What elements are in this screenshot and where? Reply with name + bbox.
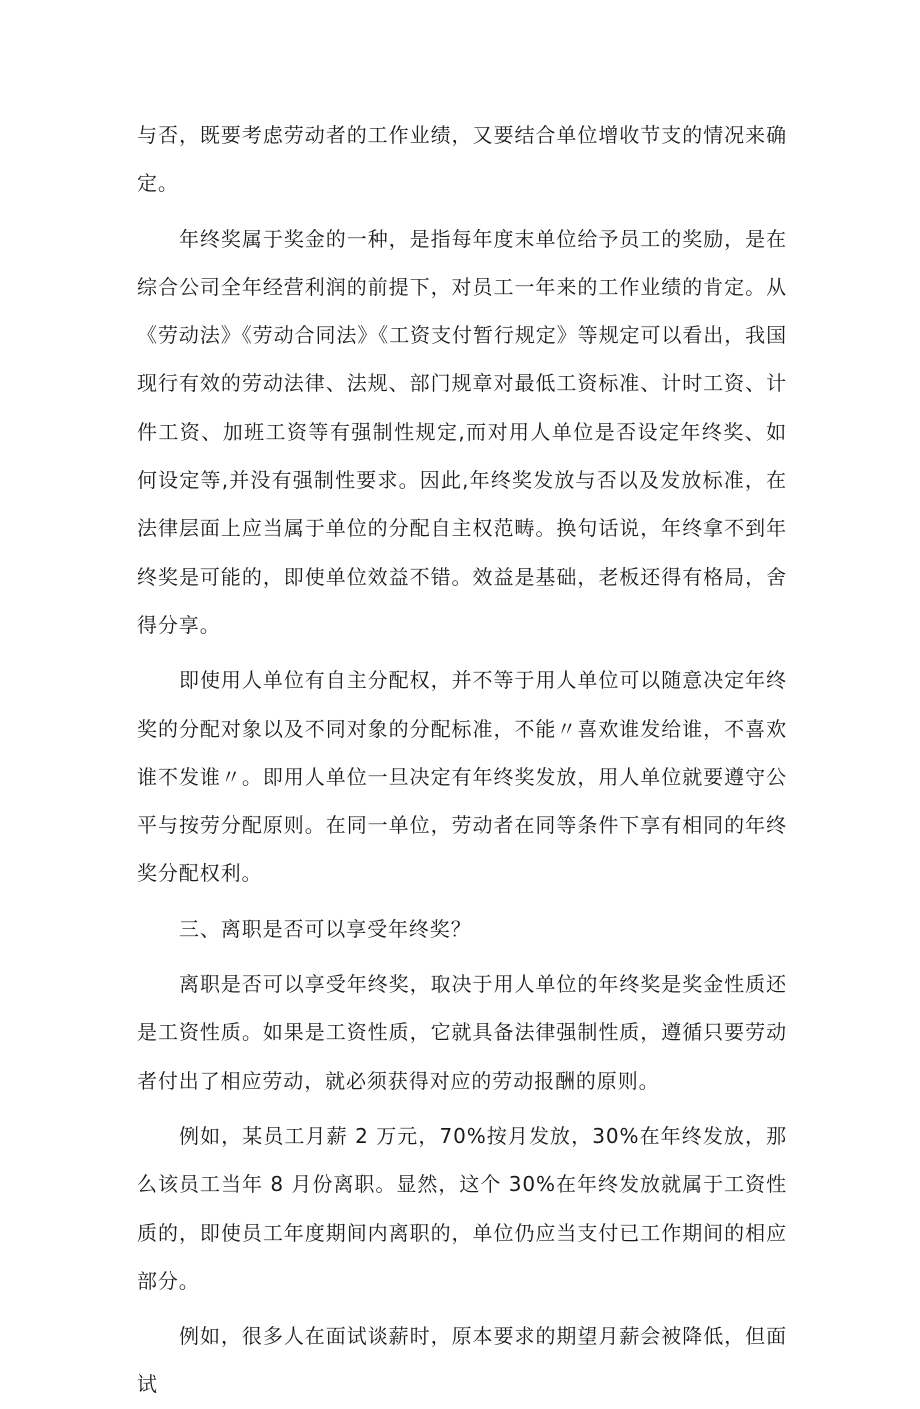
paragraph-bonus-vs-wage-nature: 离职是否可以享受年终奖，取决于用人单位的年终奖是奖金性质还是工资性质。如果是工资性质，它就具备法律强制性质，遵循只要劳动者付出了相应劳动，就必须获得对应的劳动报酬的原则。 bbox=[137, 972, 787, 1093]
paragraph-continuation: 与否，既要考虑劳动者的工作业绩，又要结合单位增收节支的情况来确定。 bbox=[137, 123, 787, 196]
document-page bbox=[137, 111, 787, 1409]
paragraph-distribution-fairness: 即使用人单位有自主分配权，并不等于用人单位可以随意决定年终奖的分配对象以及不同对象的分配标准，不能〃喜欢谁发给谁，不喜欢谁不发谁〃。即用人单位一旦决定有年终奖发放，用人单位就要遵守公平与按劳分配原则。在同一单位，劳动者在同等条件下享有相同的年终奖分配权利。 bbox=[137, 668, 787, 886]
paragraph-year-end-bonus-definition: 年终奖属于奖金的一种，是指每年度末单位给予员工的奖励，是在综合公司全年经营利润的前提下，对员工一年来的工作业绩的肯定。从《劳动法》《劳动合同法》《工资支付暂行规定》等规定可以看出，我国现行有效的劳动法律、法规、部门规章对最低工资标准、计时工资、计件工资、加班工资等有强制性规定,而对用人单位是否设定年终奖、如何设定等,并没有强制性要求。因此,年终奖发放与否以及发放标准，在法律层面上应当属于单位的分配自主权范畴。换句话说，年终拿不到年终奖是可能的，即使单位效益不错。效益是基础，老板还得有格局，舍得分享。 bbox=[137, 226, 787, 637]
paragraph-example-monthly-salary: 例如，某员工月薪 2 万元，70%按月发放，30%在年终发放，那么该员工当年 8 月份离职。显然，这个 30%在年终发放就属于工资性质的，即使员工年度期间内离职的，单位仍应当支付已工作期间的相应部分。 bbox=[137, 1123, 787, 1293]
paragraph-example-interview: 例如，很多人在面试谈薪时，原本要求的期望月薪会被降低，但面试 bbox=[137, 1324, 787, 1397]
section-heading-resignation: 三、离职是否可以享受年终奖？ bbox=[179, 916, 472, 941]
